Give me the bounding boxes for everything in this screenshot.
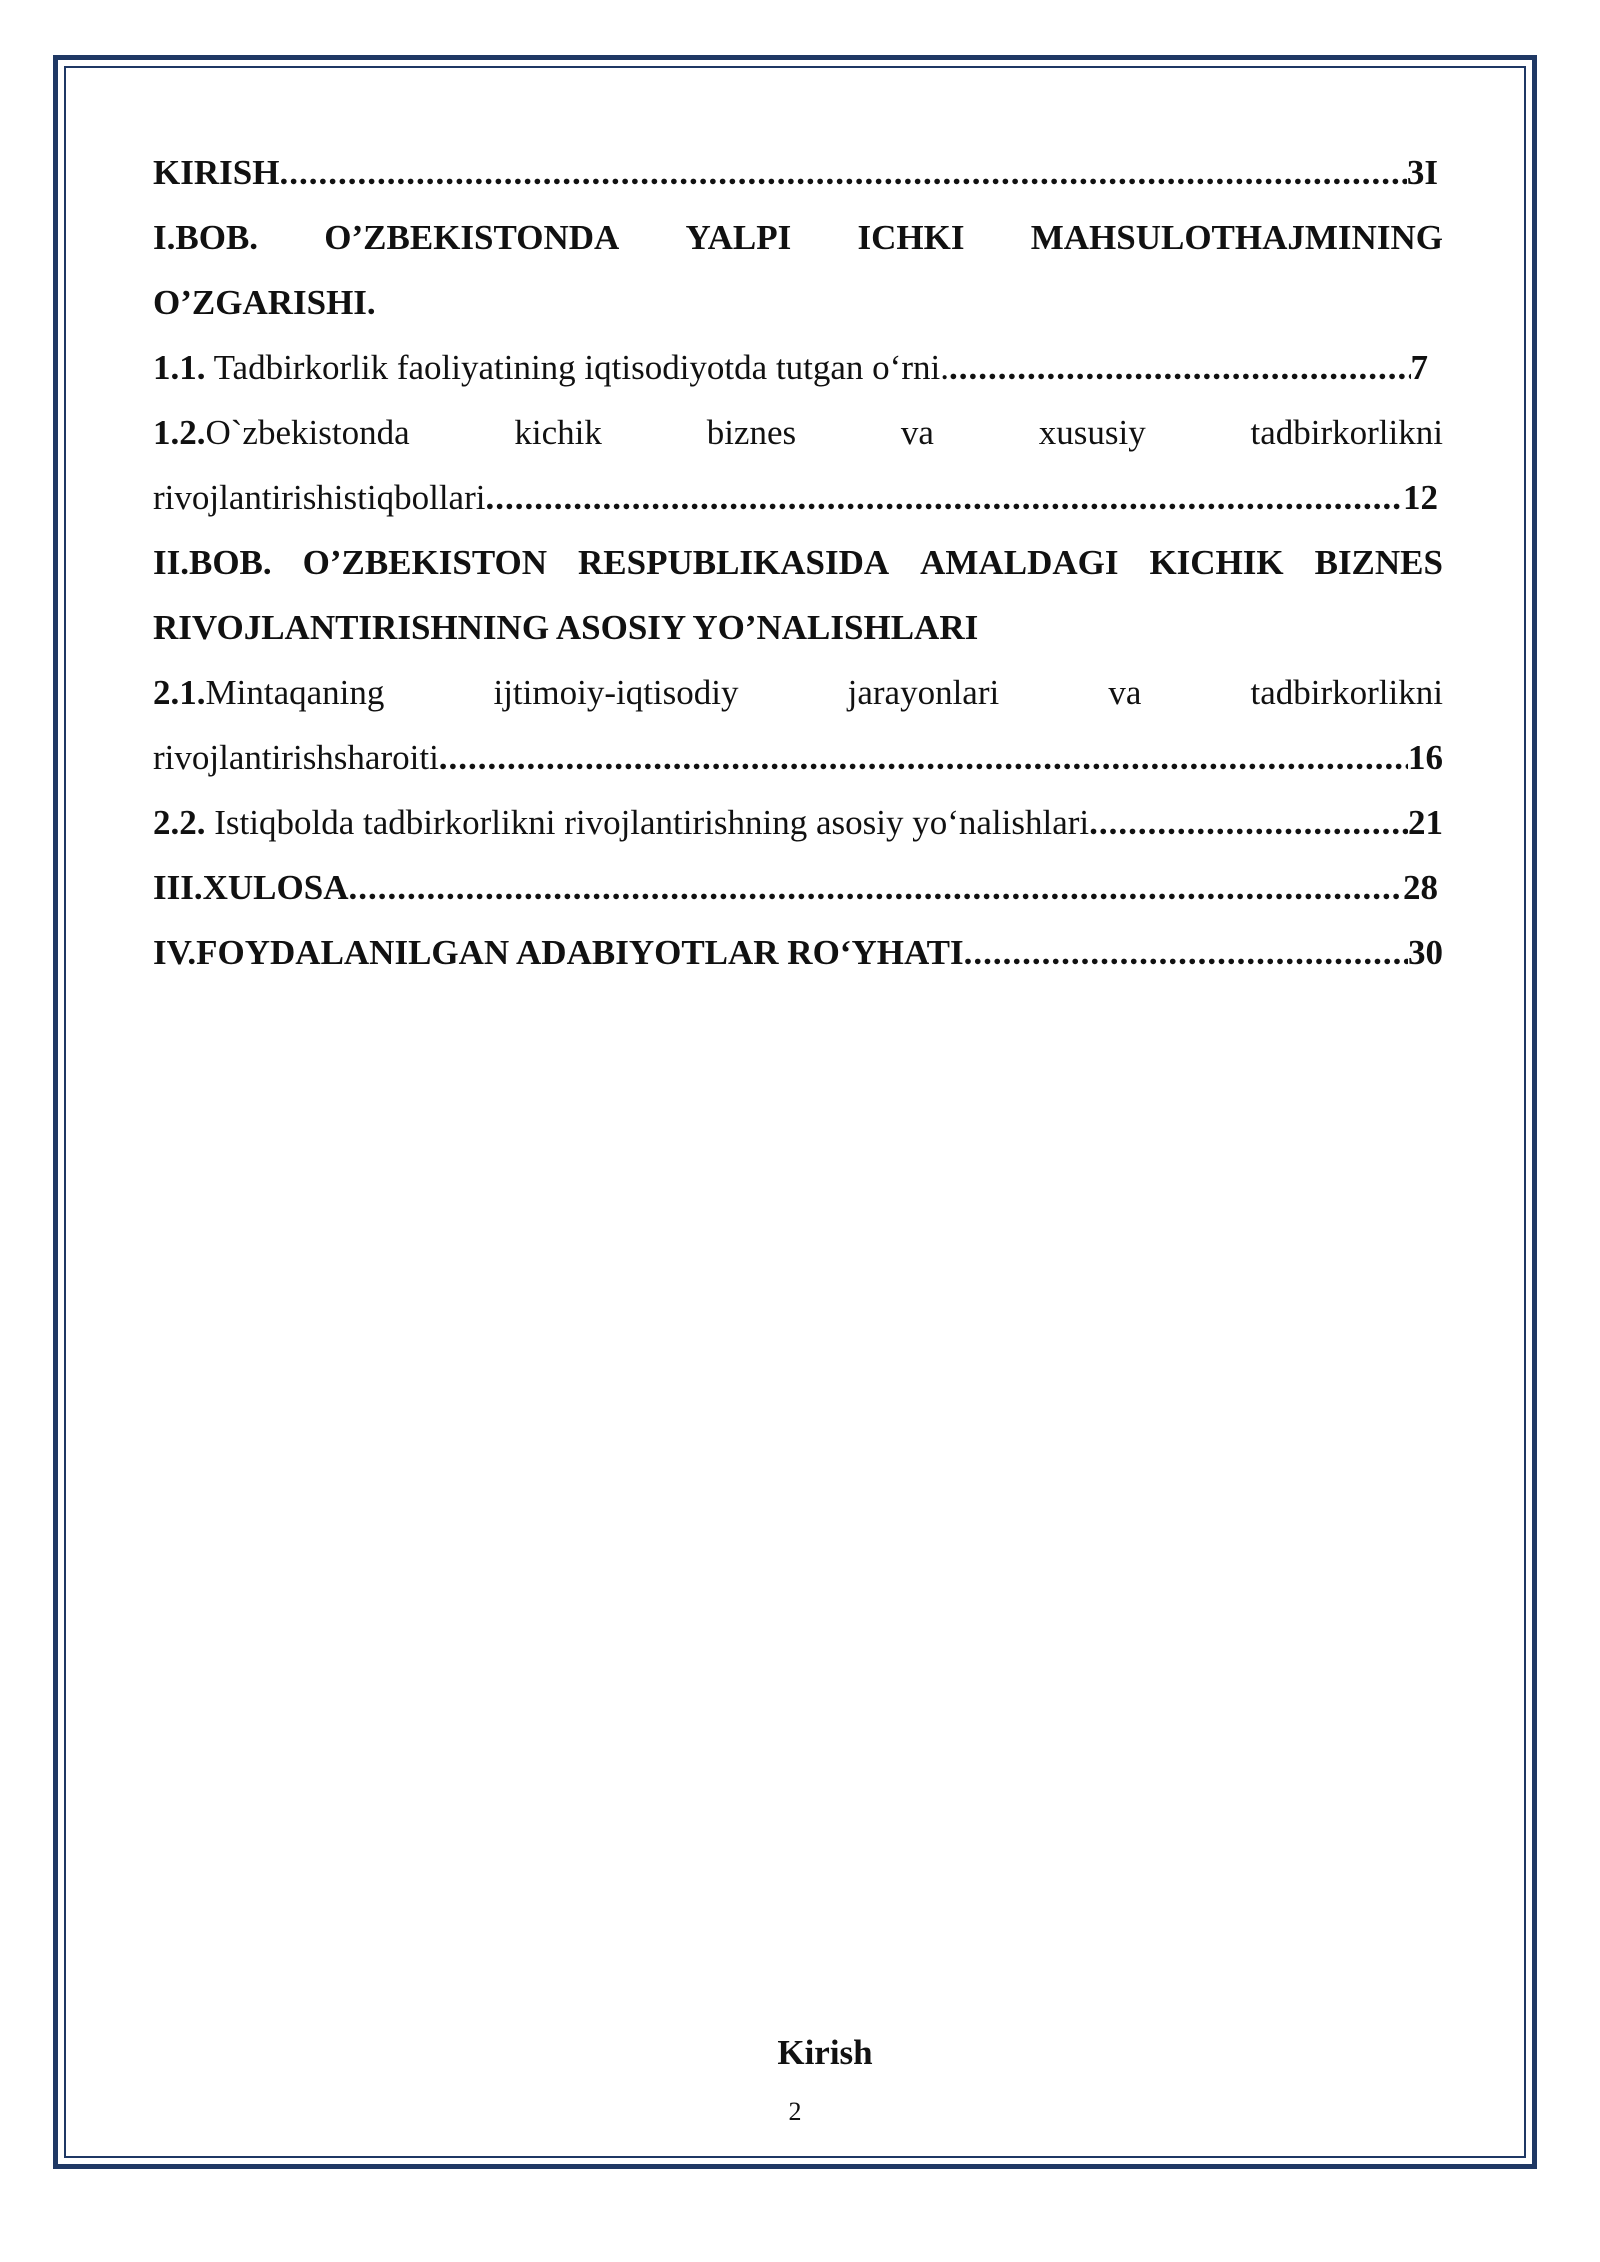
toc-word: I.BOB. (153, 218, 259, 257)
toc-word: tadbirkorlikni (1250, 413, 1443, 452)
toc-word: biznes (706, 413, 797, 452)
toc-entry-2-2[interactable] (153, 790, 1443, 855)
toc-word: YALPI (685, 218, 792, 257)
toc-word: 2.1.Mintaqaning (153, 673, 385, 712)
toc-word: KICHIK (1149, 543, 1284, 582)
toc-word: MAHSULOTHAJMINING (1030, 218, 1443, 257)
toc-page-number: 16 (1408, 738, 1443, 777)
toc-entry-2-1-line-2[interactable] (153, 725, 1443, 790)
table-of-contents (153, 140, 1443, 985)
dot-leader (279, 140, 1406, 205)
toc-word: va (900, 413, 934, 452)
toc-page-number: 7 (1410, 348, 1428, 387)
dot-leader (1089, 790, 1408, 855)
toc-word: ijtimoiy-iqtisodiy (493, 673, 739, 712)
toc-entry-label: rivojlantirishsharoiti (153, 738, 439, 777)
toc-entry-kirish[interactable] (153, 140, 1438, 205)
toc-page-number: 30 (1408, 933, 1443, 972)
toc-page-number: 28 (1403, 868, 1438, 907)
toc-word: RESPUBLIKASIDA (578, 543, 890, 582)
toc-page-number: 21 (1408, 803, 1443, 842)
toc-chapter-2-line-1[interactable] (153, 530, 1443, 595)
dot-leader (949, 335, 1411, 400)
toc-entry-label: O’ZGARISHI. (153, 283, 376, 322)
toc-page-number: 12 (1403, 478, 1438, 517)
toc-word: va (1108, 673, 1142, 712)
toc-word: BIZNES (1314, 543, 1443, 582)
toc-entry-label: IV.FOYDALANILGAN ADABIYOTLAR RO‘YHATI (153, 933, 964, 972)
toc-entry-1-2-line-1[interactable] (153, 400, 1443, 465)
toc-word: II.BOB. (153, 543, 272, 582)
toc-entry-xulosa[interactable] (153, 855, 1438, 920)
toc-entry-label: rivojlantirishistiqbollari (153, 478, 486, 517)
dot-leader (485, 465, 1403, 530)
dot-leader (439, 725, 1408, 790)
toc-chapter-2-line-2[interactable] (153, 595, 1443, 660)
page-number: 2 (788, 2097, 802, 2126)
toc-page-number: 3I (1406, 153, 1438, 192)
toc-section-number: 2.2. (153, 803, 206, 842)
toc-entry-1-2-line-2[interactable] (153, 465, 1438, 530)
toc-section-number: 1.1. (153, 348, 206, 387)
toc-entry-label: RIVOJLANTIRISHNING ASOSIY YO’NALISHLARI (153, 608, 979, 647)
toc-entry-2-1-line-1[interactable] (153, 660, 1443, 725)
toc-entry-label: KIRISH (153, 153, 280, 192)
toc-entry-label: Istiqbolda tadbirkorlikni rivojlantirishning asosiy yo‘nalishlari (205, 803, 1090, 842)
toc-word-rest: O`zbekistonda (205, 413, 410, 452)
section-heading: Kirish (777, 2033, 873, 2072)
toc-word: jarayonlari (847, 673, 1000, 712)
toc-word: O’ZBEKISTON (302, 543, 548, 582)
toc-word: ICHKI (857, 218, 965, 257)
toc-entry-label: III.XULOSA (153, 868, 349, 907)
dot-leader (348, 855, 1403, 920)
toc-word: O’ZBEKISTONDA (324, 218, 620, 257)
toc-word: 1.2.O`zbekistonda (153, 413, 410, 452)
toc-word: xususiy (1038, 413, 1146, 452)
toc-entry-adabiyotlar[interactable] (153, 920, 1443, 985)
toc-word: AMALDAGI (920, 543, 1119, 582)
toc-chapter-1-line-1[interactable] (153, 205, 1443, 270)
toc-entry-label: Tadbirkorlik faoliyatining iqtisodiyotda tutgan o‘rni. (205, 348, 949, 387)
toc-chapter-1-line-2[interactable] (153, 270, 1443, 335)
dot-leader (964, 920, 1408, 985)
toc-entry-1-1[interactable] (153, 335, 1428, 400)
toc-word: tadbirkorlikni (1250, 673, 1443, 712)
toc-word-rest: Mintaqaning (205, 673, 385, 712)
toc-word: kichik (514, 413, 602, 452)
